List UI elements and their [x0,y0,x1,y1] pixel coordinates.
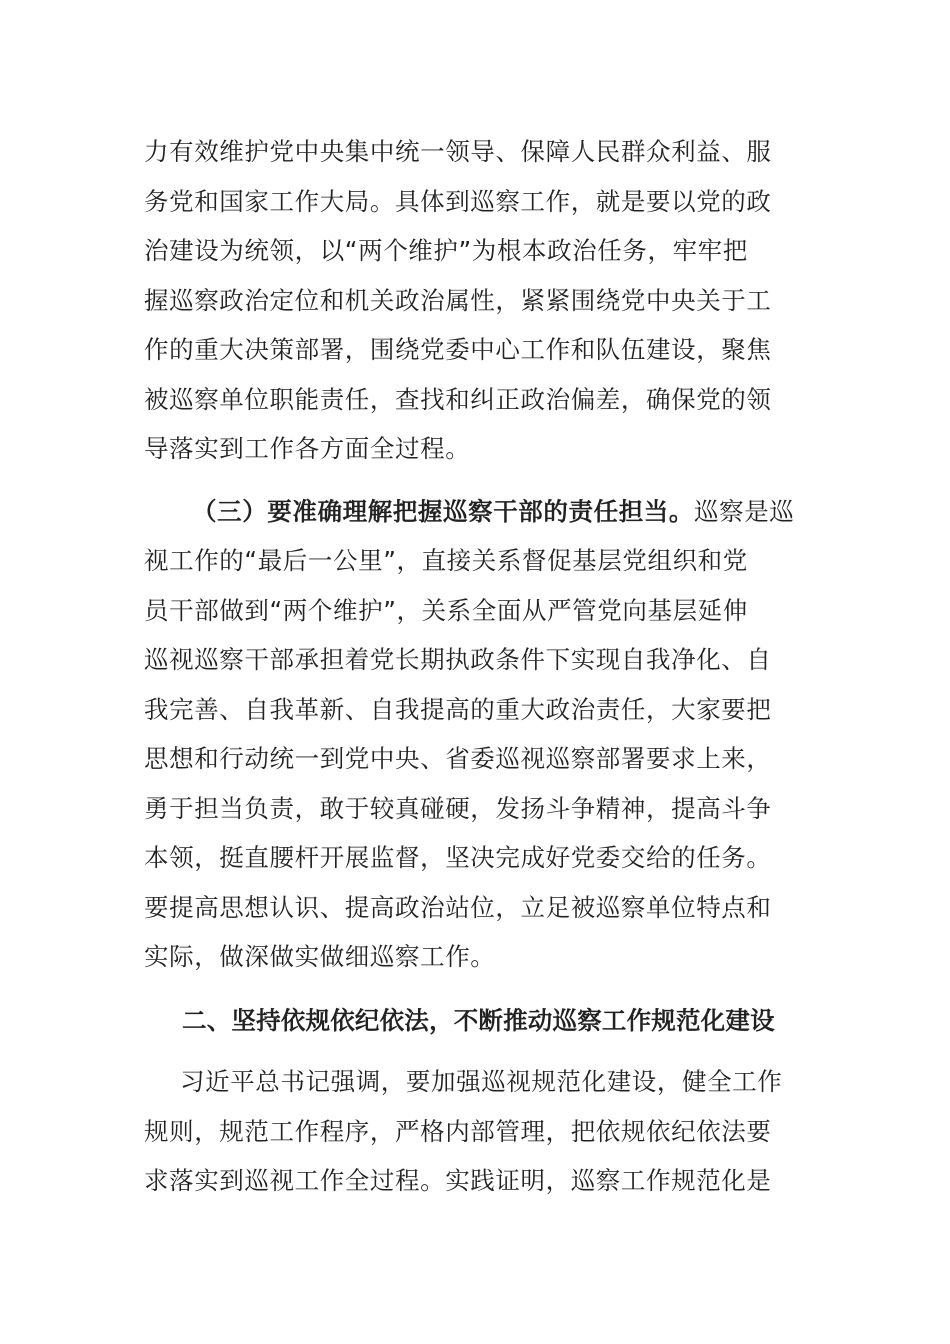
paragraph-line: 习近平总书记强调，要加强巡视规范化建设，健全工作 [180,1067,783,1096]
paragraph-line: 被巡察单位职能责任，查找和纠正政治偏差，确保党的领 [144,385,772,414]
paragraph-line: 求落实到巡视工作全过程。实践证明，巡察工作规范化是 [144,1166,772,1195]
paragraph-line: 思想和行动统一到党中央、省委巡视巡察部署要求上来， [144,744,772,773]
paragraph-line: 规则，规范工作程序，严格内部管理，把依规依纪依法要 [144,1117,772,1146]
paragraph-line: 我完善、自我革新、自我提高的重大政治责任，大家要把 [144,695,772,724]
paragraph-line: 勇于担当负责，敢于较真碰硬，发扬斗争精神，提高斗争 [144,794,772,823]
paragraph-line: 务党和国家工作大局。具体到巡察工作，就是要以党的政 [144,187,772,216]
paragraph-line: 视工作的“最后一公里”，直接关系督促基层党组织和党 [144,546,748,575]
section-three-first-line-rest: 巡察是巡 [694,497,795,526]
paragraph-line: 力有效维护党中央集中统一领导、保障人民群众利益、服 [144,137,772,166]
paragraph-line: 治建设为统领，以“两个维护”为根本政治任务，牢牢把 [144,236,748,265]
paragraph-line: 实际，做深做实做细巡察工作。 [144,942,496,971]
paragraph-line: 导落实到工作各方面全过程。 [144,434,471,463]
section-three-title: （三）要准确理解把握巡察干部的责任担当。 [192,497,694,526]
paragraph-line: 员干部做到“两个维护”，关系全面从严管党向基层延伸 [144,596,748,625]
section-heading: 二、坚持依规依纪依法，不断推动巡察工作规范化建设 [182,1006,775,1035]
section-three-first-line [192,487,812,537]
paragraph-line: 握巡察政治定位和机关政治属性，紧紧围绕党中央关于工 [144,286,772,315]
paragraph-line: 作的重大决策部署，围绕党委中心工作和队伍建设，聚焦 [144,335,772,364]
paragraph-line: 本领，挺直腰杆开展监督，坚决完成好党委交给的任务。 [144,843,772,872]
paragraph-line: 要提高思想认识、提高政治站位，立足被巡察单位特点和 [144,893,772,922]
paragraph-line: 巡视巡察干部承担着党长期执政条件下实现自我净化、自 [144,645,772,674]
